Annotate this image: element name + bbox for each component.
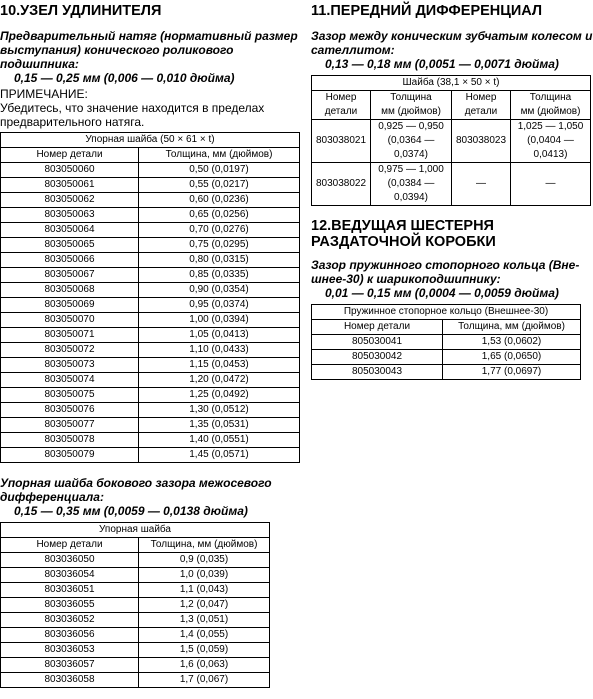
thickness-cell: 1,45 (0,0571) bbox=[139, 448, 300, 463]
table-row bbox=[312, 163, 591, 206]
table-row bbox=[312, 335, 581, 350]
table-row bbox=[1, 583, 270, 598]
table-row bbox=[1, 598, 270, 613]
part-number-cell: 803050063 bbox=[1, 208, 139, 223]
thickness-cell: 0,50 (0,0197) bbox=[139, 163, 300, 178]
thickness-cell: 0,925 — 0,950 (0,0364 — 0,0374) bbox=[371, 120, 452, 163]
table-caption: Шайба (38,1 × 50 × t) bbox=[312, 76, 591, 91]
table-row bbox=[312, 120, 591, 163]
part-number-cell: 803036051 bbox=[1, 583, 139, 598]
table-row bbox=[1, 298, 300, 313]
table-row bbox=[312, 365, 581, 380]
table-caption: Пружинное стопорное кольцо (Внешнее-30) bbox=[312, 305, 581, 320]
thickness-cell: 1,53 (0,0602) bbox=[443, 335, 581, 350]
part-number-cell: 803036058 bbox=[1, 673, 139, 688]
note-text: Убедитесь, что значение находится в пределах предварительного натяга. bbox=[0, 101, 265, 129]
thickness-cell: 1,35 (0,0531) bbox=[139, 418, 300, 433]
column-header-part-number: Номер детали bbox=[1, 538, 139, 553]
column-header-part-number: Номер детали bbox=[452, 91, 511, 120]
part-number-cell: — bbox=[452, 163, 511, 206]
thickness-cell: 1,65 (0,0650) bbox=[443, 350, 581, 365]
part-number-cell: 803036055 bbox=[1, 598, 139, 613]
part-number-cell: 805030042 bbox=[312, 350, 443, 365]
part-number-cell: 803050072 bbox=[1, 343, 139, 358]
part-number-cell: 803036056 bbox=[1, 628, 139, 643]
table-row bbox=[1, 328, 300, 343]
table-row bbox=[1, 193, 300, 208]
section-11-subtitle: Зазор между коническим зубчатым колесом и сателлитом: bbox=[311, 29, 593, 57]
snap-ring-table bbox=[311, 304, 581, 380]
table-row bbox=[1, 658, 270, 673]
table-row bbox=[1, 358, 300, 373]
section-10-subtitle: Предварительный натяг (нормативный размер выступания) конического роликового подшипника: bbox=[0, 29, 298, 71]
thickness-cell: 1,00 (0,0394) bbox=[139, 313, 300, 328]
part-number-cell: 803050073 bbox=[1, 358, 139, 373]
thrust-washer-table bbox=[0, 132, 300, 463]
thickness-cell: 1,6 (0,063) bbox=[139, 658, 270, 673]
part-number-cell: 803050078 bbox=[1, 433, 139, 448]
thickness-cell: 0,85 (0,0335) bbox=[139, 268, 300, 283]
thickness-cell: 0,975 — 1,000 (0,0384 — 0,0394) bbox=[371, 163, 452, 206]
thickness-cell: 1,7 (0,067) bbox=[139, 673, 270, 688]
part-number-cell: 803050064 bbox=[1, 223, 139, 238]
table-row bbox=[1, 253, 300, 268]
part-number-cell: 803050075 bbox=[1, 388, 139, 403]
side-gap-table bbox=[0, 522, 270, 688]
thickness-cell: 0,95 (0,0374) bbox=[139, 298, 300, 313]
part-number-cell: 803050068 bbox=[1, 283, 139, 298]
part-number-cell: 803050077 bbox=[1, 418, 139, 433]
part-number-cell: 803050065 bbox=[1, 238, 139, 253]
part-number-cell: 803050069 bbox=[1, 298, 139, 313]
thickness-cell: 0,90 (0,0354) bbox=[139, 283, 300, 298]
section-12-title-line1: 12.ВЕДУЩАЯ ШЕСТЕРНЯ bbox=[311, 218, 494, 234]
table-row bbox=[1, 223, 300, 238]
table-row bbox=[1, 673, 270, 688]
table-caption: Упорная шайба (50 × 61 × t) bbox=[1, 133, 300, 148]
table-row bbox=[1, 268, 300, 283]
thickness-cell: — bbox=[511, 163, 591, 206]
section-12-title-line2: РАЗДАТОЧНОЙ КОРОБКИ bbox=[311, 234, 496, 250]
section-11-range: 0,13 — 0,18 мм (0,0051 — 0,0071 дюйма) bbox=[325, 57, 559, 71]
section-12-subtitle: Зазор пружинного стопорного кольца (Внешнее-30) к шарикоподшипнику: bbox=[311, 258, 580, 286]
part-number-cell: 803050071 bbox=[1, 328, 139, 343]
thickness-cell: 1,5 (0,059) bbox=[139, 643, 270, 658]
thickness-cell: 0,60 (0,0236) bbox=[139, 193, 300, 208]
part-number-cell: 803038023 bbox=[452, 120, 511, 163]
table-row bbox=[1, 238, 300, 253]
thickness-cell: 1,25 (0,0492) bbox=[139, 388, 300, 403]
column-header-thickness: Толщина, мм (дюймов) bbox=[139, 148, 300, 163]
differential-washer-table bbox=[311, 75, 591, 206]
thickness-cell: 0,80 (0,0315) bbox=[139, 253, 300, 268]
thickness-cell: 1,2 (0,047) bbox=[139, 598, 270, 613]
column-header-part-number: Номер детали bbox=[1, 148, 139, 163]
thickness-cell: 0,70 (0,0276) bbox=[139, 223, 300, 238]
part-number-cell: 803050076 bbox=[1, 403, 139, 418]
part-number-cell: 803050074 bbox=[1, 373, 139, 388]
section-10-range: 0,15 — 0,25 мм (0,006 — 0,010 дюйма) bbox=[14, 71, 235, 85]
thickness-cell: 0,9 (0,035) bbox=[139, 553, 270, 568]
part-number-cell: 803050060 bbox=[1, 163, 139, 178]
table-row bbox=[1, 208, 300, 223]
table-row bbox=[1, 283, 300, 298]
thickness-cell: 1,20 (0,0472) bbox=[139, 373, 300, 388]
part-number-cell: 803050070 bbox=[1, 313, 139, 328]
part-number-cell: 803038021 bbox=[312, 120, 371, 163]
part-number-cell: 803038022 bbox=[312, 163, 371, 206]
section-11-title: 11.ПЕРЕДНИЙ ДИФФЕРЕНЦИАЛ bbox=[311, 3, 543, 19]
table-row bbox=[1, 313, 300, 328]
thickness-cell: 1,10 (0,0433) bbox=[139, 343, 300, 358]
thickness-cell: 1,05 (0,0413) bbox=[139, 328, 300, 343]
left-column bbox=[0, 0, 300, 688]
table-row bbox=[1, 628, 270, 643]
thickness-cell: 1,3 (0,051) bbox=[139, 613, 270, 628]
table-row bbox=[1, 553, 270, 568]
table-row bbox=[1, 643, 270, 658]
thickness-cell: 1,1 (0,043) bbox=[139, 583, 270, 598]
part-number-cell: 805030041 bbox=[312, 335, 443, 350]
thickness-cell: 1,30 (0,0512) bbox=[139, 403, 300, 418]
thickness-cell: 1,025 — 1,050 (0,0404 — 0,0413) bbox=[511, 120, 591, 163]
thickness-cell: 0,55 (0,0217) bbox=[139, 178, 300, 193]
right-column bbox=[311, 0, 593, 380]
thickness-cell: 1,77 (0,0697) bbox=[443, 365, 581, 380]
side-gap-range: 0,15 — 0,35 мм (0,0059 — 0,0138 дюйма) bbox=[14, 504, 248, 518]
side-gap-subtitle: Упорная шайба бокового зазора межосевого дифференциала: bbox=[0, 476, 272, 504]
table-row bbox=[1, 403, 300, 418]
table-row bbox=[1, 163, 300, 178]
part-number-cell: 803050061 bbox=[1, 178, 139, 193]
part-number-cell: 803036052 bbox=[1, 613, 139, 628]
thickness-cell: 1,0 (0,039) bbox=[139, 568, 270, 583]
part-number-cell: 803050079 bbox=[1, 448, 139, 463]
part-number-cell: 803036053 bbox=[1, 643, 139, 658]
part-number-cell: 805030043 bbox=[312, 365, 443, 380]
thickness-cell: 1,40 (0,0551) bbox=[139, 433, 300, 448]
table-row bbox=[1, 433, 300, 448]
section-10-title: 10.УЗЕЛ УДЛИНИТЕЛЯ bbox=[0, 3, 162, 19]
part-number-cell: 803050067 bbox=[1, 268, 139, 283]
table-row bbox=[1, 448, 300, 463]
table-row bbox=[1, 388, 300, 403]
part-number-cell: 803036050 bbox=[1, 553, 139, 568]
column-header-thickness: Толщина, мм (дюймов) bbox=[443, 320, 581, 335]
table-caption: Упорная шайба bbox=[1, 523, 270, 538]
column-header-thickness: Толщина мм (дюймов) bbox=[511, 91, 591, 120]
part-number-cell: 803050066 bbox=[1, 253, 139, 268]
part-number-cell: 803036054 bbox=[1, 568, 139, 583]
note-label: ПРИМЕЧАНИЕ: bbox=[0, 87, 88, 101]
table-row bbox=[1, 178, 300, 193]
table-row bbox=[1, 373, 300, 388]
table-row bbox=[1, 613, 270, 628]
column-header-thickness: Толщина, мм (дюймов) bbox=[139, 538, 270, 553]
section-12-range: 0,01 — 0,15 мм (0,0004 — 0,0059 дюйма) bbox=[325, 286, 559, 300]
thickness-cell: 1,15 (0,0453) bbox=[139, 358, 300, 373]
thickness-cell: 0,75 (0,0295) bbox=[139, 238, 300, 253]
column-header-part-number: Номер детали bbox=[312, 91, 371, 120]
column-header-thickness: Толщина мм (дюймов) bbox=[371, 91, 452, 120]
thickness-cell: 0,65 (0,0256) bbox=[139, 208, 300, 223]
table-row bbox=[1, 568, 270, 583]
column-header-part-number: Номер детали bbox=[312, 320, 443, 335]
thickness-cell: 1,4 (0,055) bbox=[139, 628, 270, 643]
part-number-cell: 803036057 bbox=[1, 658, 139, 673]
table-row bbox=[1, 343, 300, 358]
part-number-cell: 803050062 bbox=[1, 193, 139, 208]
table-row bbox=[1, 418, 300, 433]
table-row bbox=[312, 350, 581, 365]
